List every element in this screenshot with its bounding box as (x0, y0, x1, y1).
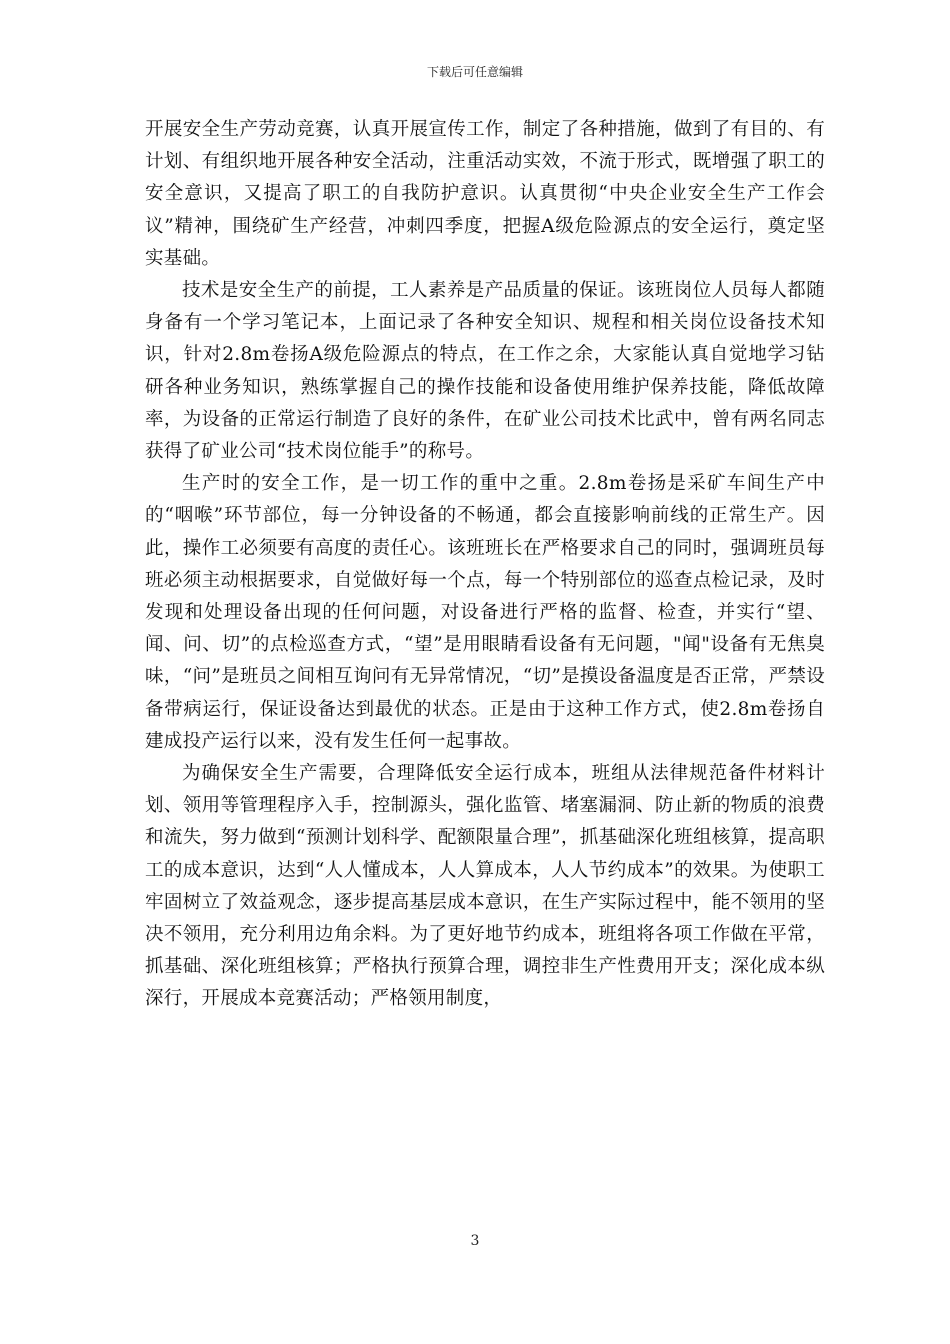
paragraph-4: 为确保安全生产需要，合理降低安全运行成本，班组从法律规范备件材料计划、领用等管理程序入手，控制源头，强化监管、堵塞漏洞、防止新的物质的浪费和流失，努力做到“预测计划科学、配额限量合理”，抓基础深化班组核算，提高职工的成本意识，达到“人人懂成本，人人算成本，人人节约成本”的效果。为使职工牢固树立了效益观念，逐步提高基层成本意识，在生产实际过程中，能不领用的坚决不领用，充分利用边角余料。为了更好地节约成本，班组将各项工作做在平常，抓基础、深化班组核算；严格执行预算合理，调控非生产性费用开支；深化成本纵深行，开展成本竞赛活动；严格领用制度， (145, 763, 825, 1010)
paragraph-2: 技术是安全生产的前提，工人素养是产品质量的保证。该班岗位人员每人都随身备有一个学习笔记本，上面记录了各种安全知识、规程和相关岗位设备技术知识，针对2.8m卷扬A级危险源点的特点，在工作之余，大家能认真自觉地学习钻研各种业务知识，熟练掌握自己的操作技能和设备使用维护保养技能，降低故障率，为设备的正常运行制造了良好的条件，在矿业公司技术比武中，曾有两名同志获得了矿业公司“技术岗位能手”的称号。 (145, 280, 825, 463)
page-number: 3 (470, 1233, 480, 1249)
document-body (145, 114, 825, 1204)
page-header: 下载后可任意编辑 (426, 65, 523, 79)
paragraph-3: 生产时的安全工作，是一切工作的重中之重。2.8m卷扬是采矿车间生产中的“咽喉”环节部位，每一分钟设备的不畅通，都会直接影响前线的正常生产。因此，操作工必须要有高度的责任心。该班班长在严格要求自己的同时，强调班员每班必须主动根据要求，自觉做好每一个点，每一个特别部位的巡查点检记录，及时发现和处理设备出现的任何问题，对设备进行严格的监督、检查，并实行“望、闻、问、切”的点检巡查方式，“望”是用眼睛看设备有无问题，"闻"设备有无焦臭味，“问”是班员之间相互询问有无异常情况，“切”是摸设备温度是否正常，严禁设备带病运行，保证设备达到最优的状态。正是由于这种工作方式，使2.8m卷扬自建成投产运行以来，没有发生任何一起事故。 (145, 473, 825, 752)
paragraph-1: 开展安全生产劳动竞赛，认真开展宣传工作，制定了各种措施，做到了有目的、有计划、有组织地开展各种安全活动，注重活动实效，不流于形式，既增强了职工的安全意识，又提高了职工的自我防护意识。认真贯彻“中央企业安全生产工作会议”精神，围绕矿生产经营，冲刺四季度，把握A级危险源点的安全运行，奠定坚实基础。 (145, 119, 825, 269)
